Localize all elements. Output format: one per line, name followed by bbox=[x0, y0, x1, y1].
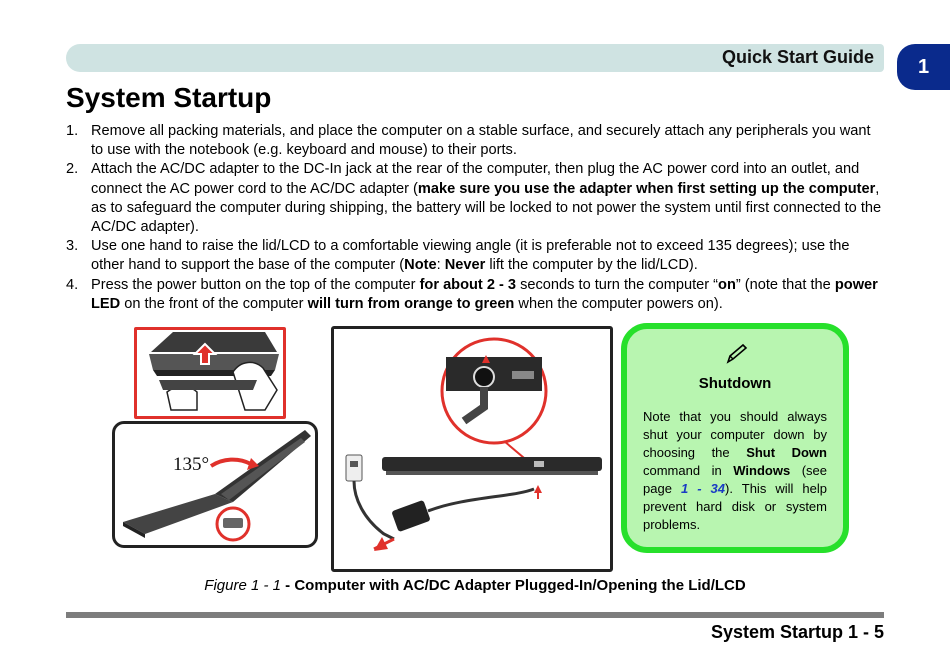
figure-power-adapter bbox=[331, 326, 613, 572]
step-number: 2. bbox=[66, 161, 79, 178]
pencil-icon bbox=[725, 343, 749, 365]
step-emphasis: power LED bbox=[91, 276, 878, 312]
step-emphasis: Never bbox=[444, 257, 486, 274]
note-body bbox=[643, 408, 827, 534]
footer-bar bbox=[66, 612, 884, 618]
note-text: (see page bbox=[643, 463, 827, 496]
note-text: command in bbox=[643, 463, 734, 478]
step-emphasis: make sure you use the adapter when first setting up the computer bbox=[417, 180, 876, 197]
step-emphasis: for about 2 - 3 bbox=[419, 276, 517, 293]
step-text: Attach the AC/DC adapter to the DC-In jack at the rear of the computer, then plug the AC power cord into an outlet, and connect the AC power cord to the AC/DC adapter ( bbox=[91, 161, 860, 197]
chapter-tab[interactable]: 1 bbox=[897, 44, 950, 90]
shutdown-note bbox=[621, 323, 849, 553]
figure-caption bbox=[0, 577, 950, 594]
step-text: seconds to turn the computer “ bbox=[516, 276, 719, 293]
figure-lid-angle bbox=[112, 421, 318, 548]
step-text: lift the computer by the lid/LCD). bbox=[485, 257, 698, 274]
step-text: ” (note that the bbox=[735, 276, 835, 293]
angle-label: 135° bbox=[173, 454, 210, 475]
step-text: , as to safeguard the computer during shipping, the battery will be locked to not power the system until first connected to the AC/DC adapter). bbox=[91, 180, 882, 236]
step-text: Remove all packing materials, and place the computer on a stable surface, and securely attach any peripherals you want to use with the notebook (e.g. keyboard and mouse) to their ports. bbox=[91, 123, 871, 159]
step-emphasis: Note bbox=[404, 257, 437, 274]
steps-list bbox=[66, 122, 886, 314]
step-item bbox=[66, 160, 886, 237]
step-item bbox=[66, 122, 886, 160]
note-emphasis: Shut Down bbox=[746, 445, 827, 460]
page-reference-link[interactable]: 1 - 34 bbox=[680, 481, 726, 496]
step-text: on the front of the computer bbox=[120, 295, 308, 312]
step-number: 1. bbox=[66, 123, 79, 139]
note-text: ). This will help prevent hard disk or system problems. bbox=[643, 481, 827, 532]
step-item bbox=[66, 276, 886, 314]
page-title: System Startup bbox=[66, 82, 272, 113]
note-title: Shutdown bbox=[698, 375, 772, 392]
step-item bbox=[66, 237, 886, 275]
step-emphasis: will turn from orange to green bbox=[307, 295, 515, 312]
step-text: when the computer powers on). bbox=[514, 295, 723, 312]
caption-text: - Computer with AC/DC Adapter Plugged-In/Opening the Lid/LCD bbox=[281, 577, 746, 594]
step-text: Use one hand to raise the lid/LCD to a comfortable viewing angle (it is preferable not to exceed 135 degrees); use the other hand to support the base of the computer ( bbox=[91, 238, 850, 274]
step-number: 3. bbox=[66, 238, 79, 255]
step-text: : bbox=[436, 257, 445, 274]
step-number: 4. bbox=[66, 276, 79, 293]
note-text: Note that you should always shut your computer down by choosing the bbox=[643, 409, 827, 460]
header-title: Quick Start Guide bbox=[721, 47, 874, 67]
step-text: Press the power button on the top of the computer bbox=[91, 276, 420, 293]
caption-number: Figure 1 - 1 bbox=[204, 577, 281, 594]
note-emphasis: Windows bbox=[733, 463, 791, 478]
step-emphasis: on bbox=[718, 276, 736, 293]
footer-page-label: System Startup 1 - 5 bbox=[710, 622, 884, 642]
figure-open-lid bbox=[134, 327, 286, 419]
